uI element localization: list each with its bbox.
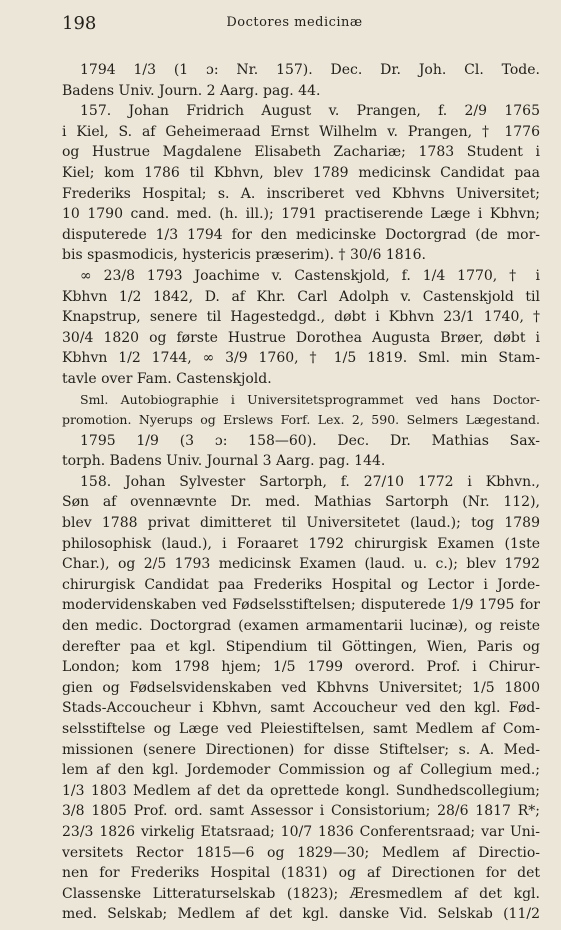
text-line: 23/3 1826 virkelig Etatsraad; 10/7 1836 Conferentsraad; var Uni-	[62, 823, 540, 840]
entry-1794-header	[62, 60, 540, 101]
text-line: og Hustrue Magdalene Elisabeth Zachariæ; 1783 Student i	[62, 144, 540, 161]
text-line: torph. Badens Univ. Journal 3 Aarg. pag. 144.	[62, 453, 386, 470]
page-body	[62, 60, 540, 925]
text-line: missionen (senere Directionen) for disse Stiftelser; s. A. Med-	[62, 741, 540, 758]
text-line: med. Selskab; Medlem af det kgl. danske Vid. Selskab (11/2	[62, 906, 540, 923]
text-line: chirurgisk Candidat paa Frederiks Hospital og Lector i Jorde-	[62, 576, 540, 593]
text-line: 157. Johan Fridrich August v. Prangen, f. 2/9 1765	[80, 103, 540, 120]
text-line: Kiel; kom 1786 til Kbhvn, blev 1789 medicinsk Candidat paa	[62, 164, 540, 181]
text-line: Frederiks Hospital; s. A. inscriberet ved Kbhvns Universitet;	[62, 185, 540, 202]
text-line: Badens Univ. Journ. 2 Aarg. pag. 44.	[62, 82, 321, 99]
text-line: 3/8 1805 Prof. ord. samt Assessor i Consistorium; 28/6 1817 R*;	[62, 803, 540, 820]
text-line: 1795 1/9 (3 ɔ: 158—60). Dec. Dr. Mathias Sax-	[80, 432, 540, 449]
entry-158	[62, 472, 540, 925]
text-line: 1794 1/3 (1 ɔ: Nr. 157). Dec. Dr. Joh. Cl. Tode.	[80, 62, 540, 78]
text-line: lem af den kgl. Jordemoder Commission og af Collegium med.;	[62, 762, 540, 779]
text-line: nen for Frederiks Hospital (1831) og af Directionen for det	[62, 865, 540, 882]
text-line: selsstiftelse og Læge ved Pleiestiftelsen, samt Medlem af Com-	[62, 721, 540, 737]
text-line: bis spasmodicis, hystericis præserim). † 30/6 1816.	[62, 247, 426, 264]
text-line: Søn af ovennævnte Dr. med. Mathias Sartorph (Nr. 112),	[62, 494, 540, 511]
text-line: Kbhvn 1/2 1842, D. af Khr. Carl Adolph v. Castenskjold til	[62, 288, 540, 305]
text-line: Knapstrup, senere til Hagestedgd., døbt i Kbhvn 23/1 1740, †	[62, 309, 540, 326]
text-line: 30/4 1820 og første Hustrue Dorothea Augusta Brøer, døbt i	[62, 329, 540, 346]
text-line: derefter paa et kgl. Stipendium til Göttingen, Wien, Paris og	[62, 638, 540, 655]
text-line: Char.), og 2/5 1793 medicinsk Examen (laud. u. c.); blev 1792	[62, 556, 540, 573]
text-line: versitets Rector 1815—6 og 1829—30; Medlem af Directio-	[62, 844, 540, 861]
entry-1795-header	[62, 431, 540, 472]
text-line: tavle over Fam. Castenskjold.	[62, 370, 272, 387]
text-line: 10 1790 cand. med. (h. ill.); 1791 practiserende Læge i Kbhvn;	[62, 206, 540, 223]
text-line: den medic. Doctorgrad (examen armamentarii lucinæ), og reiste	[62, 618, 540, 635]
text-line: promotion. Nyerups og Erslews Forf. Lex. 2, 590. Selmers Lægestand.	[62, 412, 540, 428]
text-line: disputerede 1/3 1794 for den medicinske Doctorgrad (de mor-	[62, 226, 540, 243]
page-number: 198	[62, 13, 97, 34]
text-line: ∞ 23/8 1793 Joachime v. Castenskjold, f. 1/4 1770, † i	[80, 267, 540, 284]
text-line: London; kom 1798 hjem; 1/5 1799 overord. Prof. i Chirur-	[62, 659, 540, 676]
running-head: Doctores medicinæ	[226, 15, 363, 30]
text-line: 1/3 1803 Medlem af det da oprettede kongl. Sundhedscollegium;	[62, 782, 540, 799]
text-line: gien og Fødselsvidenskaben ved Kbhvns Universitet; 1/5 1800	[62, 679, 540, 696]
text-line: philosophisk (laud.), i Foraaret 1792 chirurgisk Examen (1ste	[62, 535, 540, 552]
text-line: Classenske Litteraturselskab (1823); Æresmedlem af det kgl.	[62, 885, 540, 902]
text-line: modervidenskaben ved Fødselsstiftelsen; disputerede 1/9 1795 for	[62, 597, 540, 614]
page-header	[62, 11, 527, 37]
text-line: 158. Johan Sylvester Sartorph, f. 27/10 1772 i Kbhvn.,	[80, 473, 540, 490]
text-line: blev 1788 privat dimitteret til Universitetet (laud.); tog 1789	[62, 515, 540, 532]
text-line: i Kiel, S. af Geheimeraad Ernst Wilhelm v. Prangen, † 1776	[62, 123, 540, 140]
entry-157-sources	[62, 390, 540, 431]
text-line: Sml. Autobiographie i Universitetsprogrammet ved hans Doctor-	[80, 391, 540, 407]
text-line: Kbhvn 1/2 1744, ∞ 3/9 1760, † 1/5 1819. Sml. min Stam-	[62, 350, 540, 367]
entry-157	[62, 101, 540, 389]
text-line: Stads-Accoucheur i Kbhvn, samt Accoucheur ved den kgl. Fød-	[62, 700, 540, 717]
